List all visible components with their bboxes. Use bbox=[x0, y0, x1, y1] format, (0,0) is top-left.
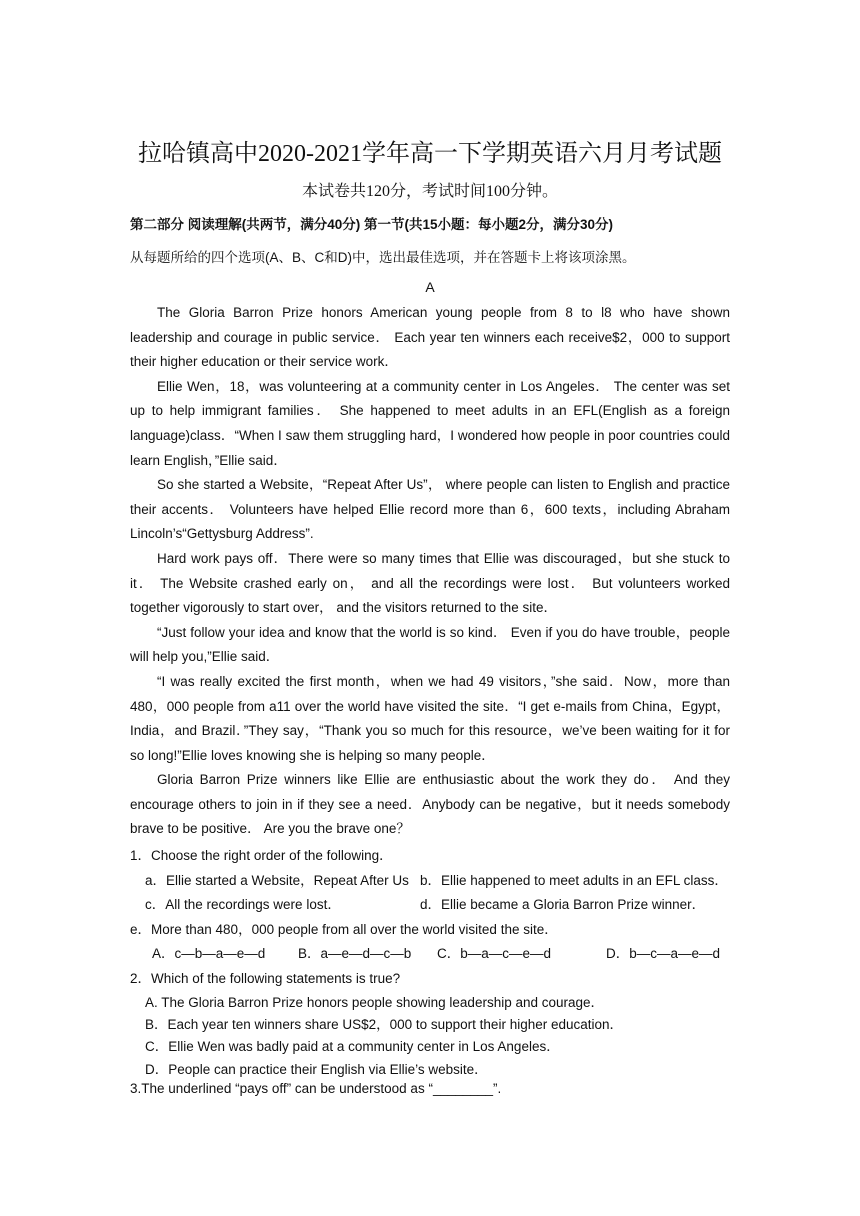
exam-title: 拉哈镇高中2020-2021学年高一下学期英语六月月考试题 bbox=[138, 141, 722, 167]
question-3-stem: 3.The underlined “pays off” can be understood as “________”. bbox=[130, 1081, 502, 1096]
exam-subtitle: 本试卷共120分，考试时间100分钟。 bbox=[301, 183, 558, 200]
question-2-option-c[interactable]: C．Ellie Wen was badly paid at a community center in Los Angeles． bbox=[145, 1039, 560, 1054]
section-instructions: 从每题所给的四个选项(A、B、C和D)中，选出最佳选项，并在答题卡上将该项涂黑。 bbox=[130, 250, 636, 265]
passage-paragraph: So she started a Website，“Repeat After Us”， where people can listen to English and practice their accents． Volunteers have helped Ellie record more than 6，600 texts，including Abraham Lincoln’s“Gettysburg Address”. bbox=[130, 477, 730, 542]
passage-paragraph: Ellie Wen，18，was volunteering at a community center in Los Angeles． The center was set up to help immigrant families． She happened to meet adults in an EFL(English as a foreign language)class．“When I saw them struggling hard，I wondered how people in poor countries could learn English，”Ellie said． bbox=[130, 378, 730, 468]
question-2-option-d[interactable]: D．People can practice their English via Ellie’s website． bbox=[145, 1062, 488, 1077]
question-1-item-b: b．Ellie happened to meet adults in an EFL class． bbox=[420, 873, 728, 888]
question-2-option-b[interactable]: B．Each year ten winners share US$2，000 to support their higher education． bbox=[145, 1017, 624, 1032]
question-1-stem: 1．Choose the right order of the following． bbox=[130, 848, 393, 863]
question-1-option-d[interactable]: D．b—c—a—e—d bbox=[606, 946, 721, 961]
question-1-item-c: c．All the recordings were lost． bbox=[145, 897, 341, 912]
question-2-stem: 2．Which of the following statements is true? bbox=[130, 971, 401, 986]
question-1-option-b[interactable]: B．a—e—d—c—b bbox=[298, 946, 412, 961]
passage-paragraph: “Just follow your idea and know that the world is so kind． Even if you do have trouble，people will help you,”Ellie said． bbox=[130, 624, 730, 665]
section-heading: 第二部分 阅读理解(共两节，满分40分) 第一节(共15小题：每小题2分，满分30分) bbox=[130, 217, 614, 232]
question-1-item-e: e．More than 480，000 people from all over the world visited the site． bbox=[130, 922, 558, 937]
passage-label: A bbox=[425, 279, 435, 295]
question-1-item-d: d．Ellie became a Gloria Barron Prize winner． bbox=[420, 897, 706, 912]
question-1-item-a: a．Ellie started a Website，Repeat After Us bbox=[145, 873, 409, 888]
question-1-option-c[interactable]: C．b—a—c—e—d bbox=[437, 946, 552, 961]
passage-paragraph: Hard work pays off．There were so many times that Ellie was discouraged，but she stuck to it． The Website crashed early on， and all the recordings were lost． But volunteers worked together vigorously to start over， and the visitors returned to the site． bbox=[130, 550, 730, 616]
passage-paragraph: “I was really excited the first month，when we had 49 visitors，”she said．Now，more than 480，000 people from a11 over the world have visited the site．“I get e-mails from China，Egypt，India，and Brazil．”They say，“Thank you so much for this resource，we’ve been waiting for it for so long!”Ellie loves knowing she is helping so many people． bbox=[130, 673, 730, 763]
question-2-option-a[interactable]: A. The Gloria Barron Prize honors people showing leadership and courage． bbox=[145, 995, 605, 1010]
question-1-option-a[interactable]: A．c—b—a—e—d bbox=[152, 946, 266, 961]
passage-body bbox=[130, 301, 730, 842]
passage-paragraph: Gloria Barron Prize winners like Ellie are enthusiastic about the work they do． And they encourage others to join in if they see a need．Anybody can be negative，but it needs somebody brave to be positive． Are you the brave one？ bbox=[130, 772, 730, 837]
passage-paragraph: The Gloria Barron Prize honors American young people from 8 to l8 who have shown leadership and courage in public service． Each year ten winners each receive$2，000 to support their higher education or their service work． bbox=[130, 305, 730, 370]
